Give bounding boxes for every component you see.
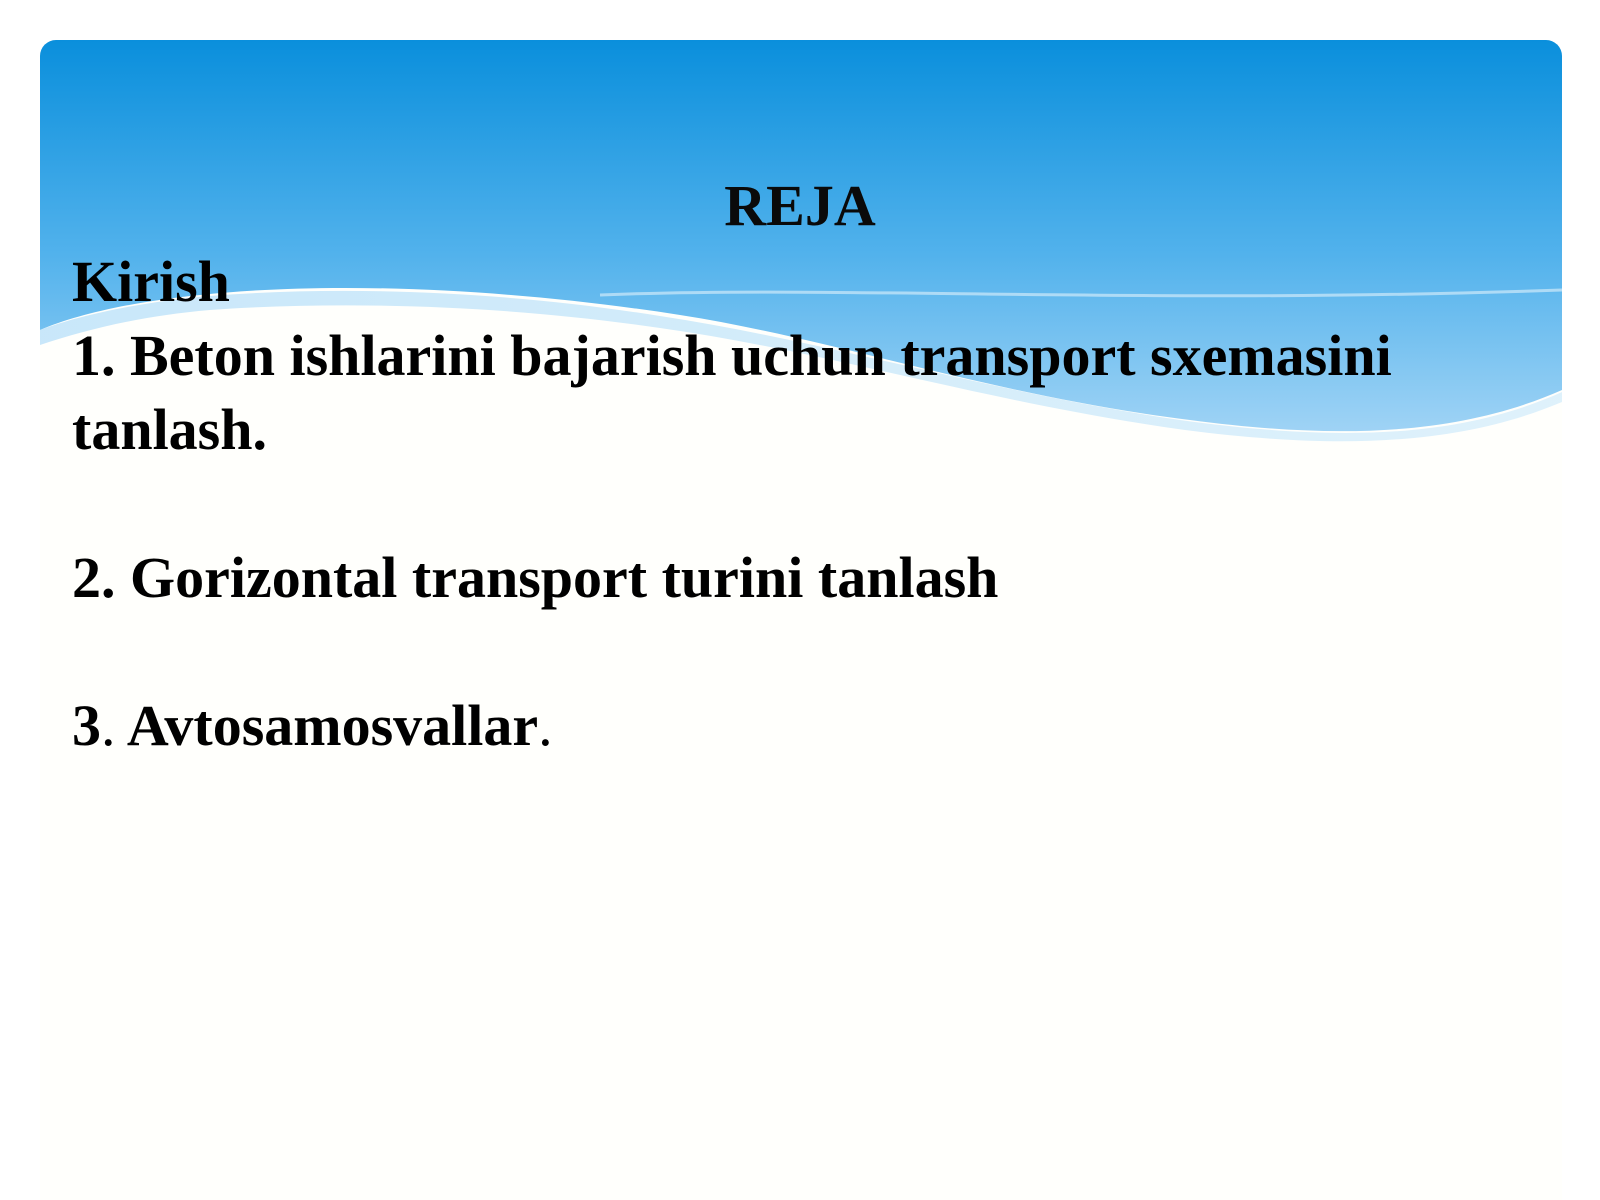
plan-content: [72, 245, 1572, 763]
plan-item-3: [72, 689, 1572, 763]
plan-item-2-number: 2.: [72, 545, 116, 610]
plan-item-1-number: 1.: [72, 323, 116, 388]
plan-item-1: [72, 319, 1572, 393]
spacer: [72, 467, 1572, 541]
slide-title: REJA: [724, 173, 876, 238]
plan-item-1-text: Beton ishlarini bajarish uchun transport sxemasini: [130, 323, 1392, 388]
spacer: [72, 615, 1572, 689]
plan-item-1-continuation: tanlash.: [72, 397, 268, 462]
plan-item-3-end: .: [538, 693, 553, 758]
plan-item-3-text: Avtosamosvallar: [126, 693, 539, 758]
intro-line: Kirish: [72, 249, 230, 314]
plan-item-3-dot: .: [101, 693, 116, 758]
plan-item-2: [72, 541, 1572, 615]
plan-item-2-text: Gorizontal transport turini tanlash: [130, 545, 999, 610]
plan-item-3-number: 3: [72, 693, 101, 758]
